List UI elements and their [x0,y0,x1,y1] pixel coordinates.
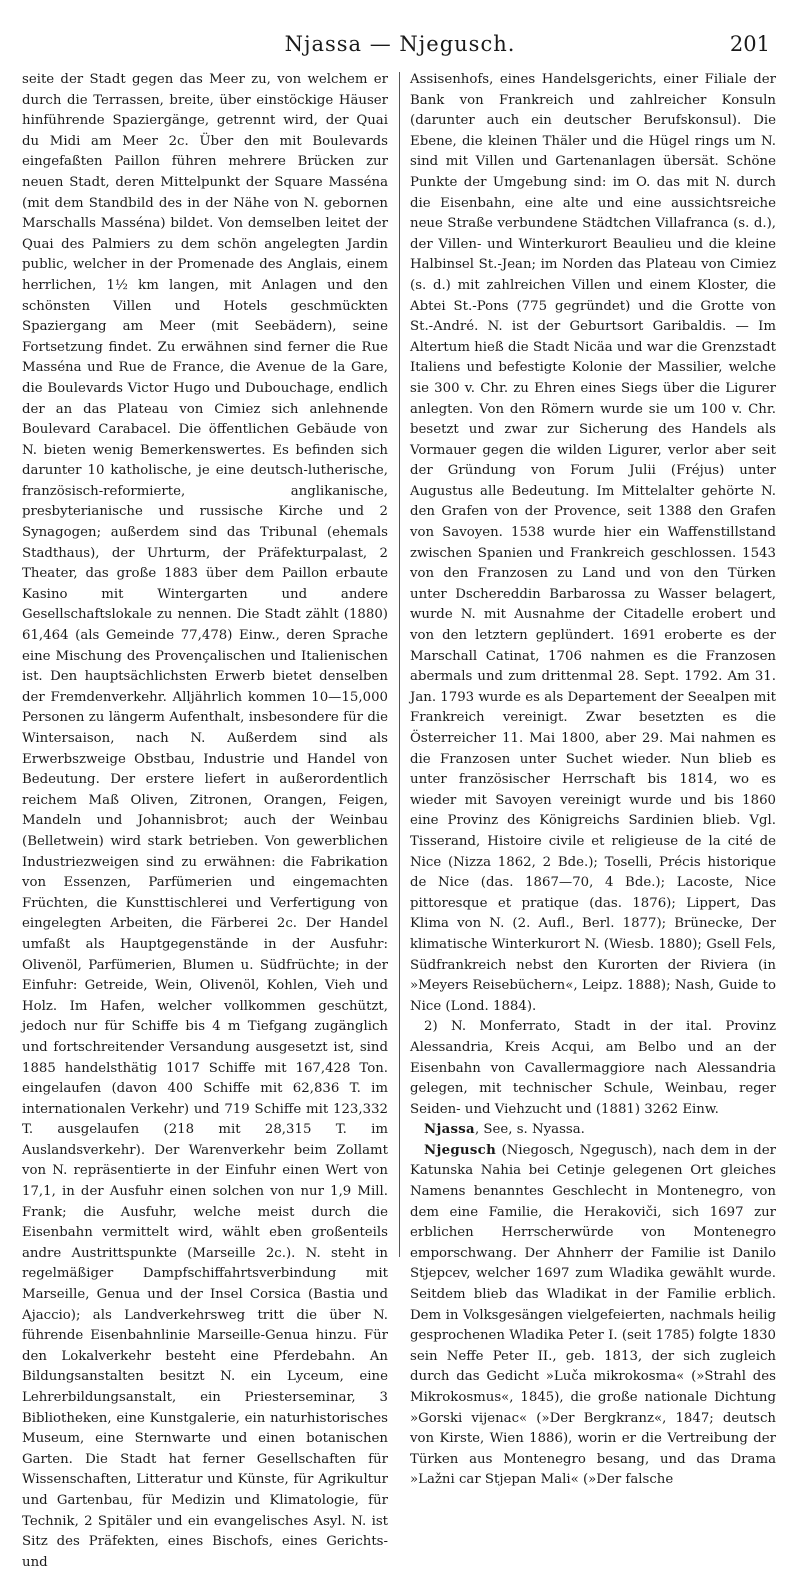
nizza-monferrato-paragraph: 2) N. Monferrato, Stadt in der ital. Provinz Alessandria, Kreis Acqui, am Belbo und an der Eisenbahn von Cavallermaggiore nach Alessandria gelegen, mit technischer Schule, Weinbau, reger Seiden- und Viehzucht und (1881) 3262 Einw. [410,1019,776,1117]
page-header [30,32,770,72]
right-column [410,70,776,1488]
headword-njegusch: Njegusch [424,1142,497,1158]
left-column [22,70,388,1570]
headword-njassa: Njassa [424,1122,475,1138]
page-number: 201 [729,32,770,56]
entry-njegusch [410,1141,776,1491]
running-head: Njassa — Njegusch. [284,32,516,56]
column-divider [399,72,400,1257]
entry-njassa-text: , See, s. Nyassa. [474,1122,585,1138]
nizza-history-paragraph: Assisenhofs, eines Handelsgerichts, einer Filiale der Bank von Frankreich und zahlreicher Konsuln (darunter auch ein deutscher Berufskonsul). Die Ebene, die kleinen Thäler und die Hügel rings um N. sind mit Villen und Gartenanlagen übersät. Schöne Punkte der Umgebung sind: im O. das mit N. durch die Eisenbahn, eine alte und eine aussichtsreiche neue Straße verbundene Städtchen Villafranca (s. d.), der Villen- und Winterkurort Beaulieu und die kleine Halbinsel St.-Jean; im Norden das Plateau von Cimiez (s. d.) mit zahlreichen Villen und einem Kloster, die Abtei St.-Pons (775 gegründet) und die Grotte von St.-André. N. ist der Geburtsort Garibaldis. — Im Altertum hieß die Stadt Nicäa und war die Grenzstadt Italiens und befestigte Kolonie der Massilier, welche sie 300 v. Chr. zu Ehren eines Siegs über die Ligurer anlegten. Von den Römern wurde sie um 100 v. Chr. besetzt und zwar zur Sicherung des Handels als Vormauer gegen die wilden Ligurer, verlor aber seit der Gründung von Forum Julii (Fréjus) unter Augustus alle Bedeutung. Im Mittelalter gehörte N. den Grafen von der Provence, seit 1388 den Grafen von Savoyen. 1538 wurde hier ein Waffenstillstand zwischen Spanien und Frankreich geschlossen. 1543 von den Franzosen zu Land und von den Türken unter Dschereddin Barbarossa zu Wasser belagert, wurde N. mit Ausnahme der Citadelle erobert und von den letztern geplündert. 1691 eroberte es der Marschall Catinat, 1706 nahmen es die Franzosen abermals und zum drittenmal 28. Sept. 1792. Am 31. Jan. 1793 wurde es als Departement der Seealpen mit Frankreich vereinigt. Zwar besetzten es die Österreicher 11. Mai 1800, aber 29. Mai nahmen es die Franzosen unter Suchet wieder. Nun blieb es unter französischer Herrschaft bis 1814, wo es wieder mit Savoyen vereinigt wurde und bis 1860 eine Provinz des Königreichs Sardinien blieb. Vgl. Tisserand, Histoire civile et religieuse de la cité de Nice (Nizza 1862, 2 Bde.); Toselli, Précis historique de Nice (das. 1867—70, 4 Bde.); Lacoste, Nice pittoresque et pratique (das. 1876); Lippert, Das Klima von N. (2. Aufl., Berl. 1877); Brünecke, Der klimatische Winterkurort N. (Wiesb. 1880); Gsell Fels, Südfrankreich nebst den Kurorten der Riviera (in »Meyers Reisebüchern«, Leipz. 1888); Nash, Guide to Nice (Lond. 1884). [410,72,776,1014]
entry-njegusch-text: (Niegosch, Ngegusch), nach dem in der Katunska Nahia bei Cetinje gelegenen Ort gleiches Namens benanntes Geschlecht in Montenegro, von dem eine Familie, die Herakoviči, sich 1697 zur erblichen Herrscherwürde von Montenegro emporschwang. Der Ahnherr der Familie ist Danilo Stjepcev, welcher 1697 zum Wladika gewählt wurde. Seitdem blieb das Wladikat in der Familie erblich. Dem in Volksgesängen vielgefeierten, nachmals heilig gesprochenen Wladika Peter I. (seit 1785) folgte 1830 sein Neffe Peter II., geb. 1813, der sich zugleich durch das Gedicht »Luča mikrokosma« (»Strahl des Mikrokosmus«, 1845), die große nationale Dichtung »Gorski vijenac« (»Der Bergkranz«, 1847; deutsch von Kirste, Wien 1886), worin er die Vertreibung der Türken aus Montenegro besang, und das Drama »Lažni car Stjepan Mali« (»Der falsche [410,1142,776,1488]
entry-njassa [410,1120,776,1141]
left-column-text: seite der Stadt gegen das Meer zu, von welchem er durch die Terrassen, breite, über einstöckige Häuser hinführende Spaziergänge, getrennt wird, der Quai du Midi am Meer 2c. Über den mit Boulevards eingefaßten Paillon führen mehrere Brücken zur neuen Stadt, deren Mittelpunkt der Square Masséna (mit dem Standbild des in der Nähe von N. gebornen Marschalls Masséna) bildet. Von demselben leitet der Quai des Palmiers zu dem schön angelegten Jardin public, welcher in der Promenade des Anglais, einem herrlichen, 1½ km langen, mit Anlagen und den schönsten Villen und Hotels geschmückten Spaziergang am Meer (mit Seebädern), seine Fortsetzung findet. Zu erwähnen sind ferner die Rue Masséna und Rue de France, die Avenue de la Gare, die Boulevards Victor Hugo und Dubouchage, endlich der an das Plateau von Cimiez sich anlehnende Boulevard Carabacel. Die öffentlichen Gebäude von N. bieten wenig Bemerkenswertes. Es befinden sich darunter 10 katholische, je eine deutsch-lutherische, französisch-reformierte, anglikanische, presbyterianische und russische Kirche und 2 Synagogen; außerdem sind das Tribunal (ehemals Stadthaus), der Uhrturm, der Präfekturpalast, 2 Theater, das große 1883 über dem Paillon erbaute Kasino mit Wintergarten und andere Gesellschaftslokale zu nennen. Die Stadt zählt (1880) 61,464 (als Gemeinde 77,478) Einw., deren Sprache eine Mischung des Provençalischen und Italienischen ist. Den hauptsächlichsten Erwerb bietet denselben der Fremdenverkehr. Alljährlich kommen 10—15,000 Personen zu längerm Aufenthalt, insbesondere für die Wintersaison, nach N. Außerdem sind als Erwerbszweige Obstbau, Industrie und Handel von Bedeutung. Der erstere liefert in außerordentlich reichem Maß Oliven, Zitronen, Orangen, Feigen, Mandeln und Johannisbrot; auch der Weinbau (Belletwein) wird stark betrieben. Von gewerblichen Industriezweigen sind zu erwähnen: die Fabrikation von Essenzen, Parfümerien und eingemachten Früchten, die Kunsttischlerei und Verfertigung von eingelegten Arbeiten, die Färberei 2c. Der Handel umfaßt als Hauptgegenstände in der Ausfuhr: Olivenöl, Parfümerien, Blumen u. Südfrüchte; in der Einfuhr: Getreide, Wein, Olivenöl, Kohlen, Vieh und Holz. Im Hafen, welcher vollkommen geschützt, jedoch nur für Schiffe bis 4 m Tiefgang zugänglich und fortschreitender Versandung ausgesetzt ist, sind 1885 handelsthätig 1017 Schiffe mit 167,428 Ton. eingelaufen (davon 400 Schiffe mit 62,836 T. im internationalen Verkehr) und 719 Schiffe mit 123,332 T. ausgelaufen (218 mit 28,315 T. im Auslandsverkehr). Der Warenverkehr beim Zollamt von N. repräsentierte in der Einfuhr einen Wert von 17,1, in der Ausfuhr einen solchen von nur 1,9 Mill. Frank; die Ausfuhr, welche meist durch die Eisenbahn vermittelt wird, wählt eben großenteils andre Austrittspunkte (Marseille 2c.). N. steht in regelmäßiger Dampfschiffahrtsverbindung mit Marseille, Genua und der Insel Corsica (Bastia und Ajaccio); als Landverkehrsweg tritt die über N. führende Eisenbahnlinie Marseille-Genua hinzu. Für den Lokalverkehr besteht eine Pferdebahn. An Bildungsanstalten besitzt N. ein Lyceum, eine Lehrerbildungsanstalt, ein Priesterseminar, 3 Bibliotheken, eine Kunstgalerie, ein naturhistorisches Museum, eine Sternwarte und einen botanischen Garten. Die Stadt hat ferner Gesellschaften für Wissenschaften, Litteratur und Künste, für Agrikultur und Gartenbau, für Medizin und Klimatologie, für Technik, 2 Spitäler und ein evangelisches Asyl. N. ist Sitz des Präfekten, eines Bischofs, eines Gerichts- und [22,72,388,1570]
